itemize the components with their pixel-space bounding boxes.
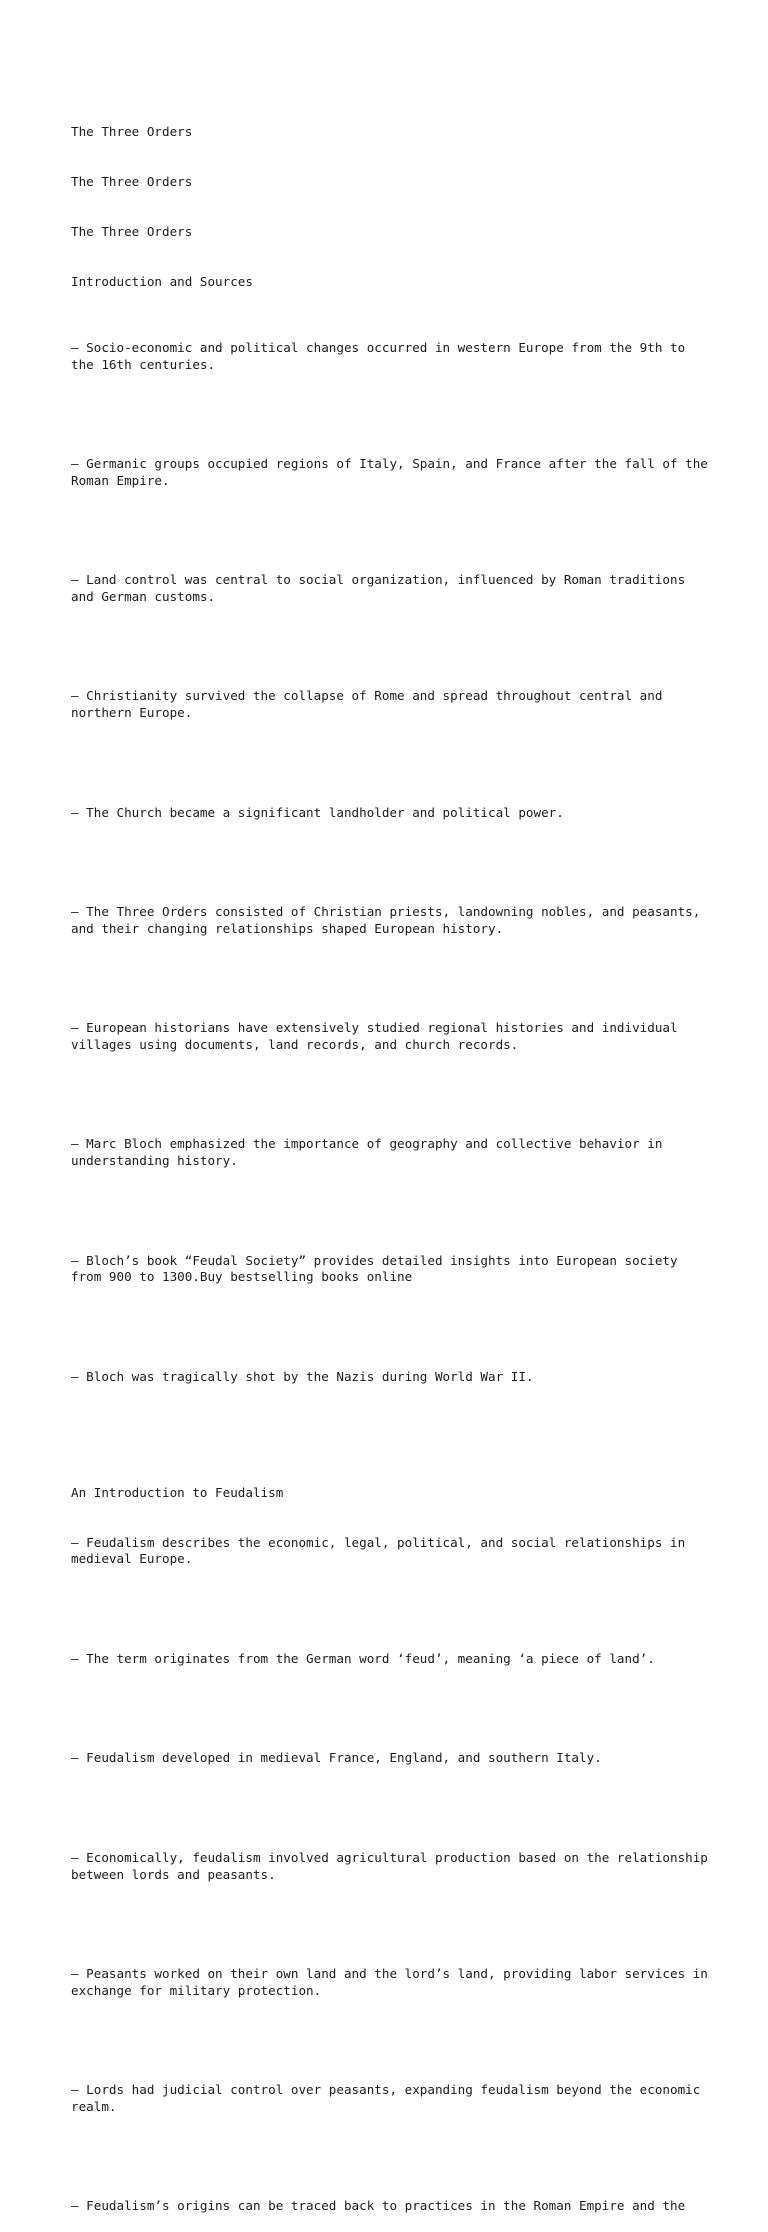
- bullet-paragraph: – Feudalism’s origins can be traced back to practices in the Roman Empire and the: [71, 2198, 686, 2214]
- bullet-paragraph: – Germanic groups occupied regions of Italy, Spain, and France after the fall of the Roman Empire.: [71, 456, 716, 488]
- paragraph-gap: [71, 1601, 711, 1618]
- document-title-line: The Three Orders: [71, 173, 193, 189]
- paragraph-gap: [71, 1800, 711, 1817]
- section-heading-feudalism: An Introduction to Feudalism: [71, 1484, 284, 1500]
- bullet-paragraph: – Peasants worked on their own land and the lord’s land, providing labor services in exchange for military protection.: [71, 1966, 716, 1998]
- bullet-paragraph: – Bloch was tragically shot by the Nazis during World War II.: [71, 1368, 534, 1384]
- bullet-paragraph: – Socio-economic and political changes occurred in western Europe from the 9th to the 16th centuries.: [71, 339, 693, 372]
- document-body: [71, 91, 716, 2232]
- bullet-paragraph: – Feudalism developed in medieval France, England, and southern Italy.: [71, 1750, 602, 1766]
- bullet-paragraph: – Christianity survived the collapse of Rome and spread throughout central and northern Europe.: [71, 688, 670, 720]
- section-heading-introduction: Introduction and Sources: [71, 273, 253, 289]
- paragraph-gap: [71, 1203, 711, 1220]
- paragraph-gap: [71, 854, 711, 871]
- paragraph-gap: [71, 639, 711, 656]
- paragraph-gap: [71, 755, 711, 772]
- paragraph-gap: [71, 1087, 711, 1104]
- bullet-paragraph: – Feudalism describes the economic, legal, political, and social relationships in medieval Europe.: [71, 1534, 693, 1567]
- paragraph-gap: [71, 2032, 711, 2049]
- bullet-paragraph: – Lords had judicial control over peasants, expanding feudalism beyond the economic realm.: [71, 2082, 708, 2114]
- paragraph-gap: [71, 1701, 711, 1718]
- paragraph-gap: [71, 1916, 711, 1933]
- document-title-line: The Three Orders: [71, 223, 193, 239]
- paragraph-gap: [71, 1419, 711, 1436]
- bullet-paragraph: – Bloch’s book “Feudal Society” provides detailed insights into European society from 900 to 1300.Buy bestselling books online: [71, 1252, 686, 1285]
- paragraph-gap: [71, 406, 711, 423]
- paragraph-gap: [71, 970, 711, 987]
- bullet-paragraph: – The Church became a significant landholder and political power.: [71, 804, 564, 820]
- bullet-paragraph: – European historians have extensively studied regional histories and individual villages using documents, land records, and church records.: [71, 1020, 686, 1052]
- paragraph-gap: [71, 522, 711, 539]
- paragraph-gap: [71, 1319, 711, 1336]
- bullet-paragraph: – Economically, feudalism involved agricultural production based on the relationship between lords and peasants.: [71, 1849, 716, 1882]
- bullet-paragraph: – Marc Bloch emphasized the importance of geography and collective behavior in understanding history.: [71, 1136, 670, 1168]
- paragraph-gap: [71, 2149, 711, 2166]
- bullet-paragraph: – The Three Orders consisted of Christian priests, landowning nobles, and peasants, and their changing relationships shaped European history.: [71, 904, 708, 936]
- bullet-paragraph: – Land control was central to social organization, influenced by Roman traditions and German customs.: [71, 572, 693, 604]
- document-title-line: The Three Orders: [71, 124, 193, 140]
- bullet-paragraph: – The term originates from the German word ‘feud’, meaning ‘a piece of land’.: [71, 1650, 655, 1666]
